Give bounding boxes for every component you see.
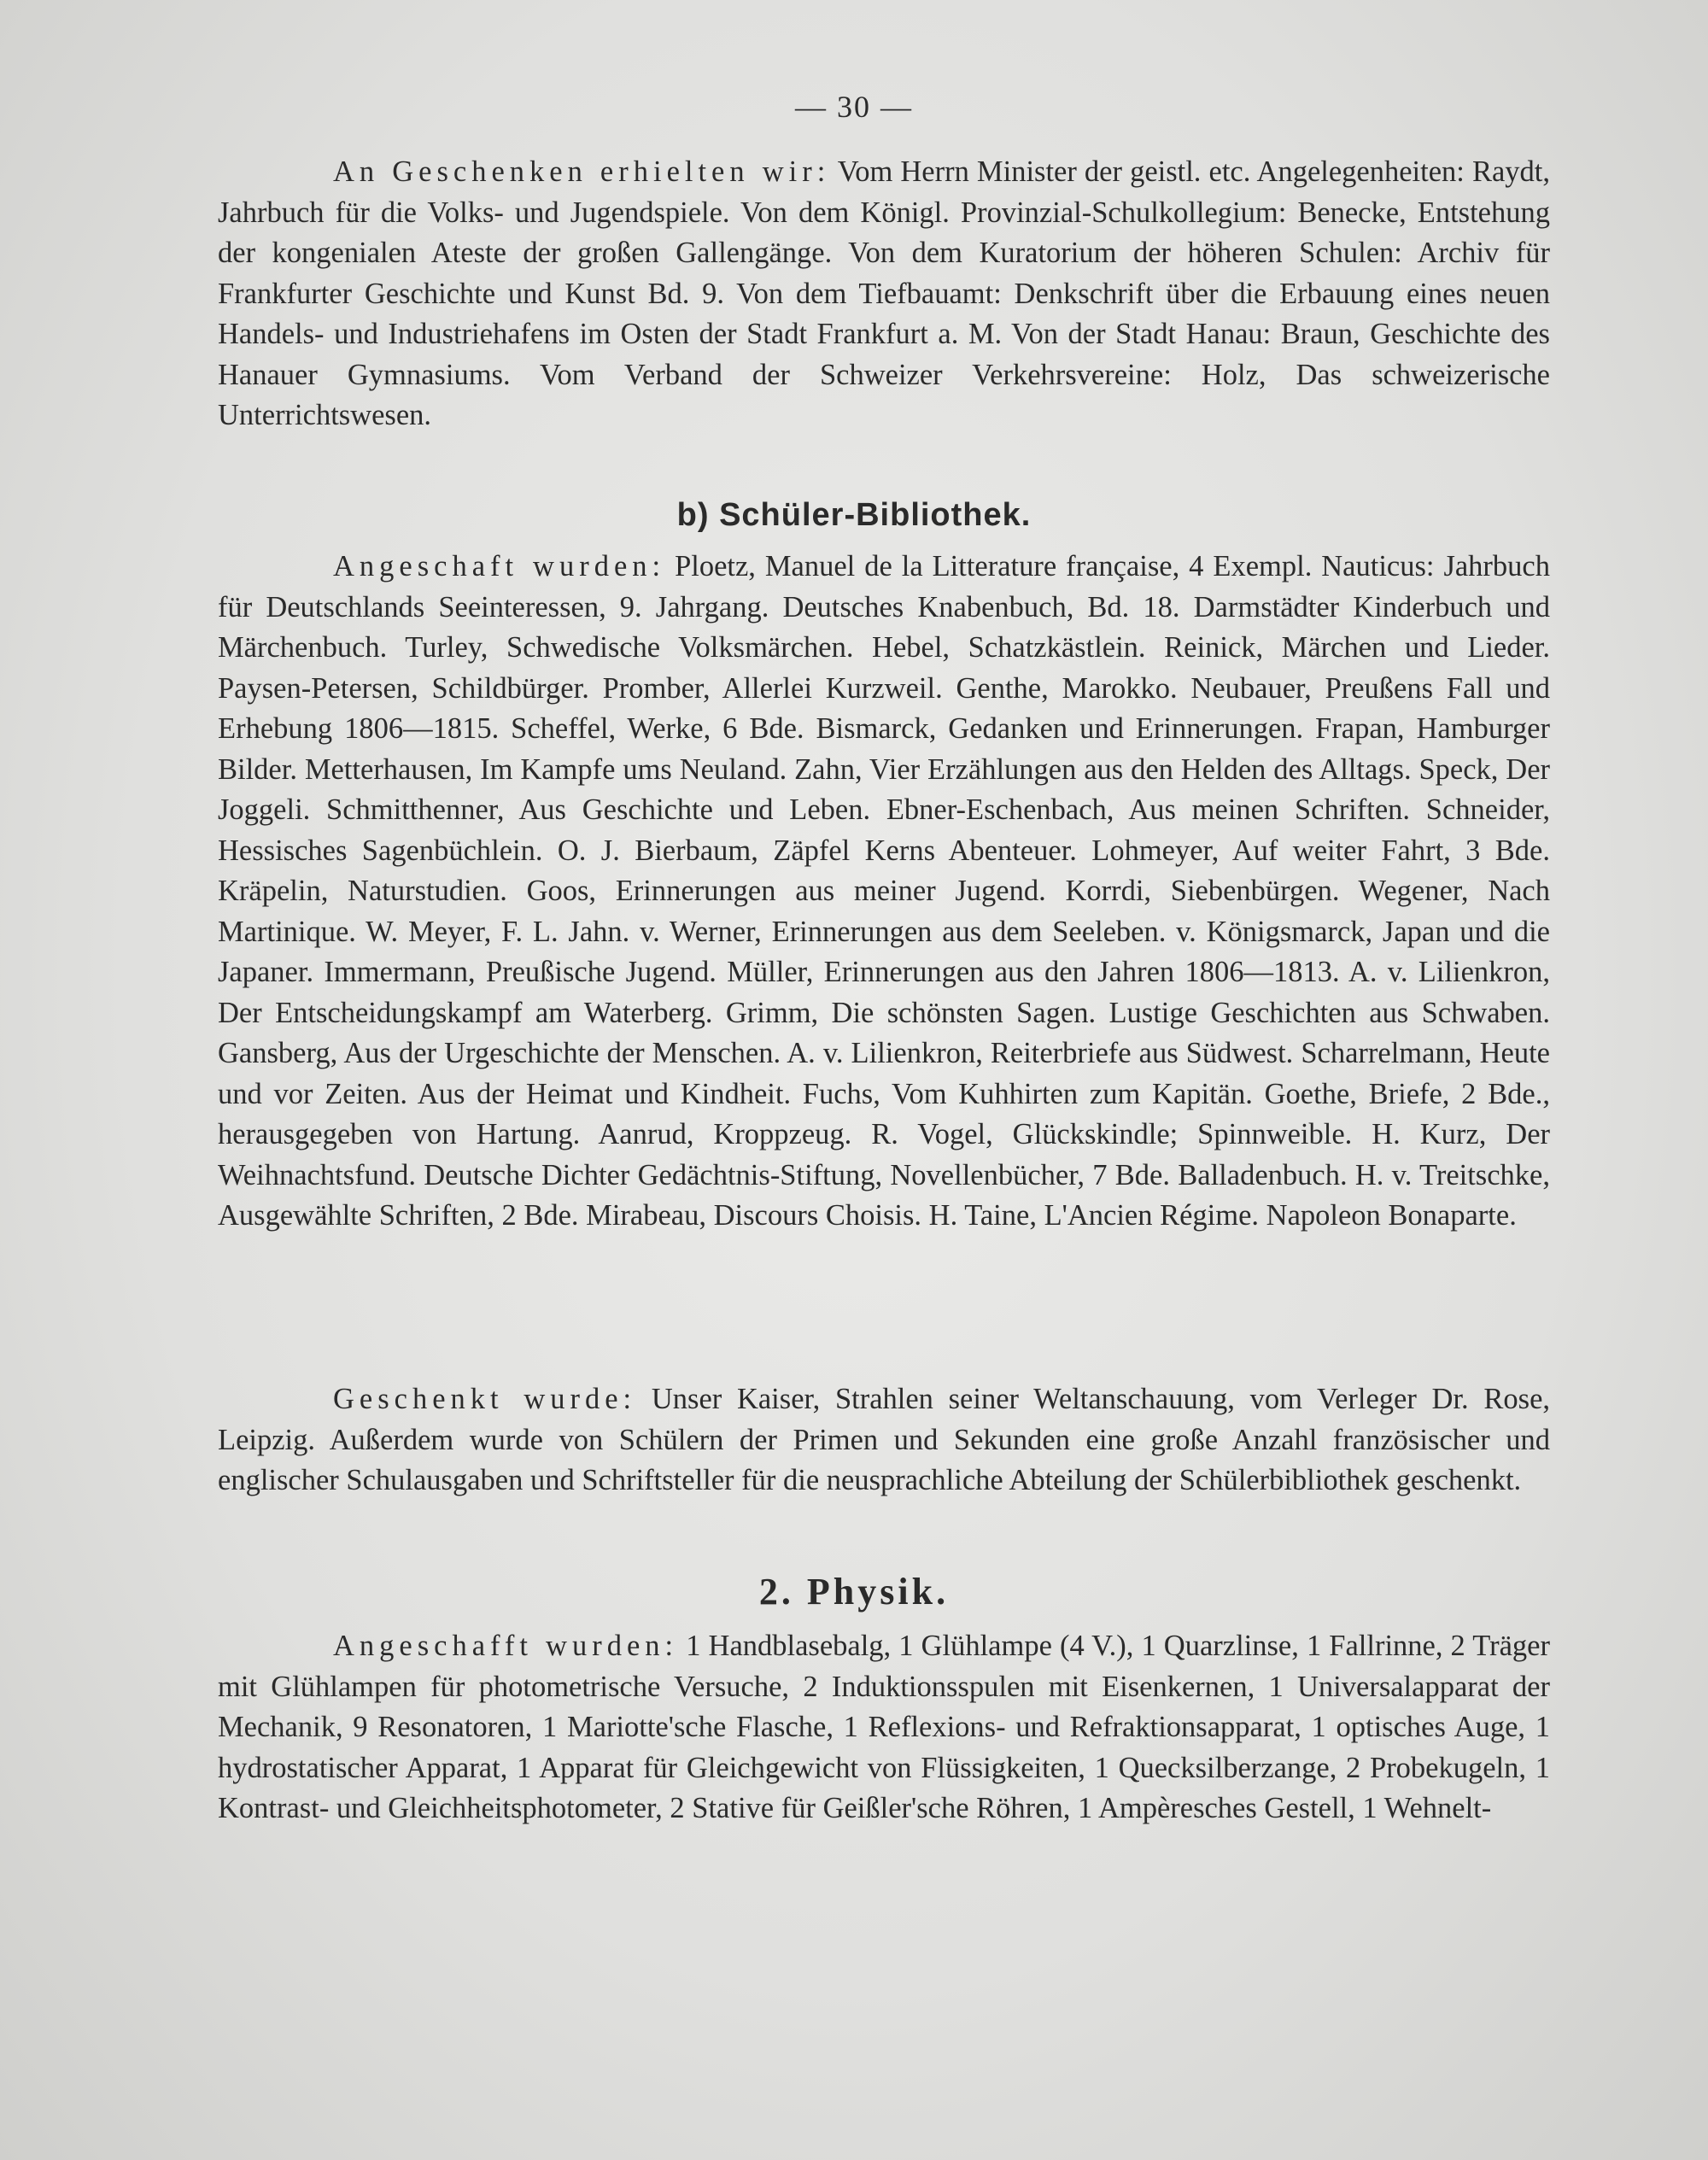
physics-acquisitions-lead: Angeschafft wurden: xyxy=(333,1630,679,1662)
library-donations-lead: Geschenkt wurde: xyxy=(333,1383,637,1415)
gifts-paragraph-block xyxy=(218,152,1550,436)
physics-acquisitions-block xyxy=(218,1626,1550,1829)
physics-acquisitions-body: 1 Handblasebalg, 1 Glühlampe (4 V.), 1 Quarzlinse, 1 Fallrinne, 2 Träger mit Glühlampen für photometrische Versuche, 2 Induktionsspulen mit Eisenkernen, 1 Universalapparat der Mechanik, 9 Resonatoren, 1 Mariotte'sche Flasche, 1 Reflexions- und Refraktionsapparat, 1 optisches Auge, 1 hydrostatischer Apparat, 1 Apparat für Gleichgewicht von Flüssigkeiten, 1 Quecksilberzange, 2 Probekugeln, 1 Kontrast- und Gleichheitsphotometer, 2 Stative für Geißler'sche Röhren, 1 Ampèresches Gestell, 1 Wehnelt- xyxy=(218,1630,1550,1824)
library-acquisitions-paragraph xyxy=(218,547,1550,1237)
library-donations-paragraph xyxy=(218,1379,1550,1501)
gifts-paragraph xyxy=(218,152,1550,436)
page-number: — 30 — xyxy=(795,90,913,124)
physics-acquisitions-paragraph xyxy=(218,1626,1550,1829)
library-acquisitions-lead: Angeschaft wurden: xyxy=(333,550,666,582)
gifts-body: Vom Herrn Minister der geistl. etc. Angelegenheiten: Raydt, Jahrbuch für die Volks- und Jugendspiele. Von dem Königl. Provinzial-Schulkollegium: Benecke, Entstehung der kongenialen Ateste der großen Gallengänge. Von dem Kuratorium der höheren Schulen: Archiv für Frankfurter Geschichte und Kunst Bd. 9. Von dem Tiefbauamt: Denkschrift über die Erbauung eines neuen Handels- und Industriehafens im Osten der Stadt Frankfurt a. M. Von der Stadt Hanau: Braun, Geschichte des Hanauer Gymnasiums. Vom Verband der Schweizer Verkehrsvereine: Holz, Das schweizerische Unterrichtswesen. xyxy=(218,155,1550,431)
library-donations-block xyxy=(218,1379,1550,1501)
library-acquisitions-block xyxy=(218,547,1550,1237)
library-acquisitions-body: Ploetz, Manuel de la Litterature française, 4 Exempl. Nauticus: Jahrbuch für Deutschlands Seeinteressen, 9. Jahrgang. Deutsches Knabenbuch, Bd. 18. Darmstädter Kinderbuch und Märchenbuch. Turley, Schwedische Volksmärchen. Hebel, Schatzkästlein. Reinick, Märchen und Lieder. Paysen-Petersen, Schildbürger. Promber, Allerlei Kurzweil. Genthe, Marokko. Neubauer, Preußens Fall und Erhebung 1806—1815. Scheffel, Werke, 6 Bde. Bismarck, Gedanken und Erinnerungen. Frapan, Hamburger Bilder. Metterhausen, Im Kampfe ums Neuland. Zahn, Vier Erzählungen aus den Helden des Alltags. Speck, Der Joggeli. Schmitthenner, Aus Geschichte und Leben. Ebner-Eschenbach, Aus meinen Schriften. Schneider, Hessisches Sagenbüchlein. O. J. Bierbaum, Zäpfel Kerns Abenteuer. Lohmeyer, Auf weiter Fahrt, 3 Bde. Kräpelin, Naturstudien. Goos, Erinnerungen aus meiner Jugend. Korrdi, Siebenbürgen. Wegener, Nach Martinique. W. Meyer, F. L. Jahn. v. Werner, Erinnerungen aus dem Seeleben. v. Königsmarck, Japan und die Japaner. Immermann, Preußische Jugend. Müller, Erinnerungen aus den Jahren 1806—1813. A. v. Lilienkron, Der Entscheidungskampf am Waterberg. Grimm, Die schönsten Sagen. Lustige Geschichten aus Schwaben. Gansberg, Aus der Urgeschichte der Menschen. A. v. Lilienkron, Reiterbriefe aus Südwest. Scharrelmann, Heute und vor Zeiten. Aus der Heimat und Kindheit. Fuchs, Vom Kuhhirten zum Kapitän. Goethe, Briefe, 2 Bde., herausgegeben von Hartung. Aanrud, Kroppzeug. R. Vogel, Glückskindle; Spinnweible. H. Kurz, Der Weihnachtsfund. Deutsche Dichter Gedächtnis-Stiftung, Novellenbücher, 7 Bde. Balladenbuch. H. v. Treitschke, Ausgewählte Schriften, 2 Bde. Mirabeau, Discours Choisis. H. Taine, L'Ancien Régime. Napoleon Bonaparte. xyxy=(218,550,1550,1232)
library-donations-body: Unser Kaiser, Strahlen seiner Weltanschauung, vom Verleger Dr. Rose, Leipzig. Außerdem wurde von Schülern der Primen und Sekunden eine große Anzahl französischer und englischer Schulausgaben und Schriftsteller für die neusprachliche Abteilung der Schülerbibliothek geschenkt. xyxy=(218,1383,1551,1496)
section-heading-schueler-bibliothek: b) Schüler-Bibliothek. xyxy=(676,497,1032,533)
gifts-lead: An Geschenken erhielten wir: xyxy=(333,155,831,188)
section-heading-physik: 2. Physik. xyxy=(758,1571,950,1613)
